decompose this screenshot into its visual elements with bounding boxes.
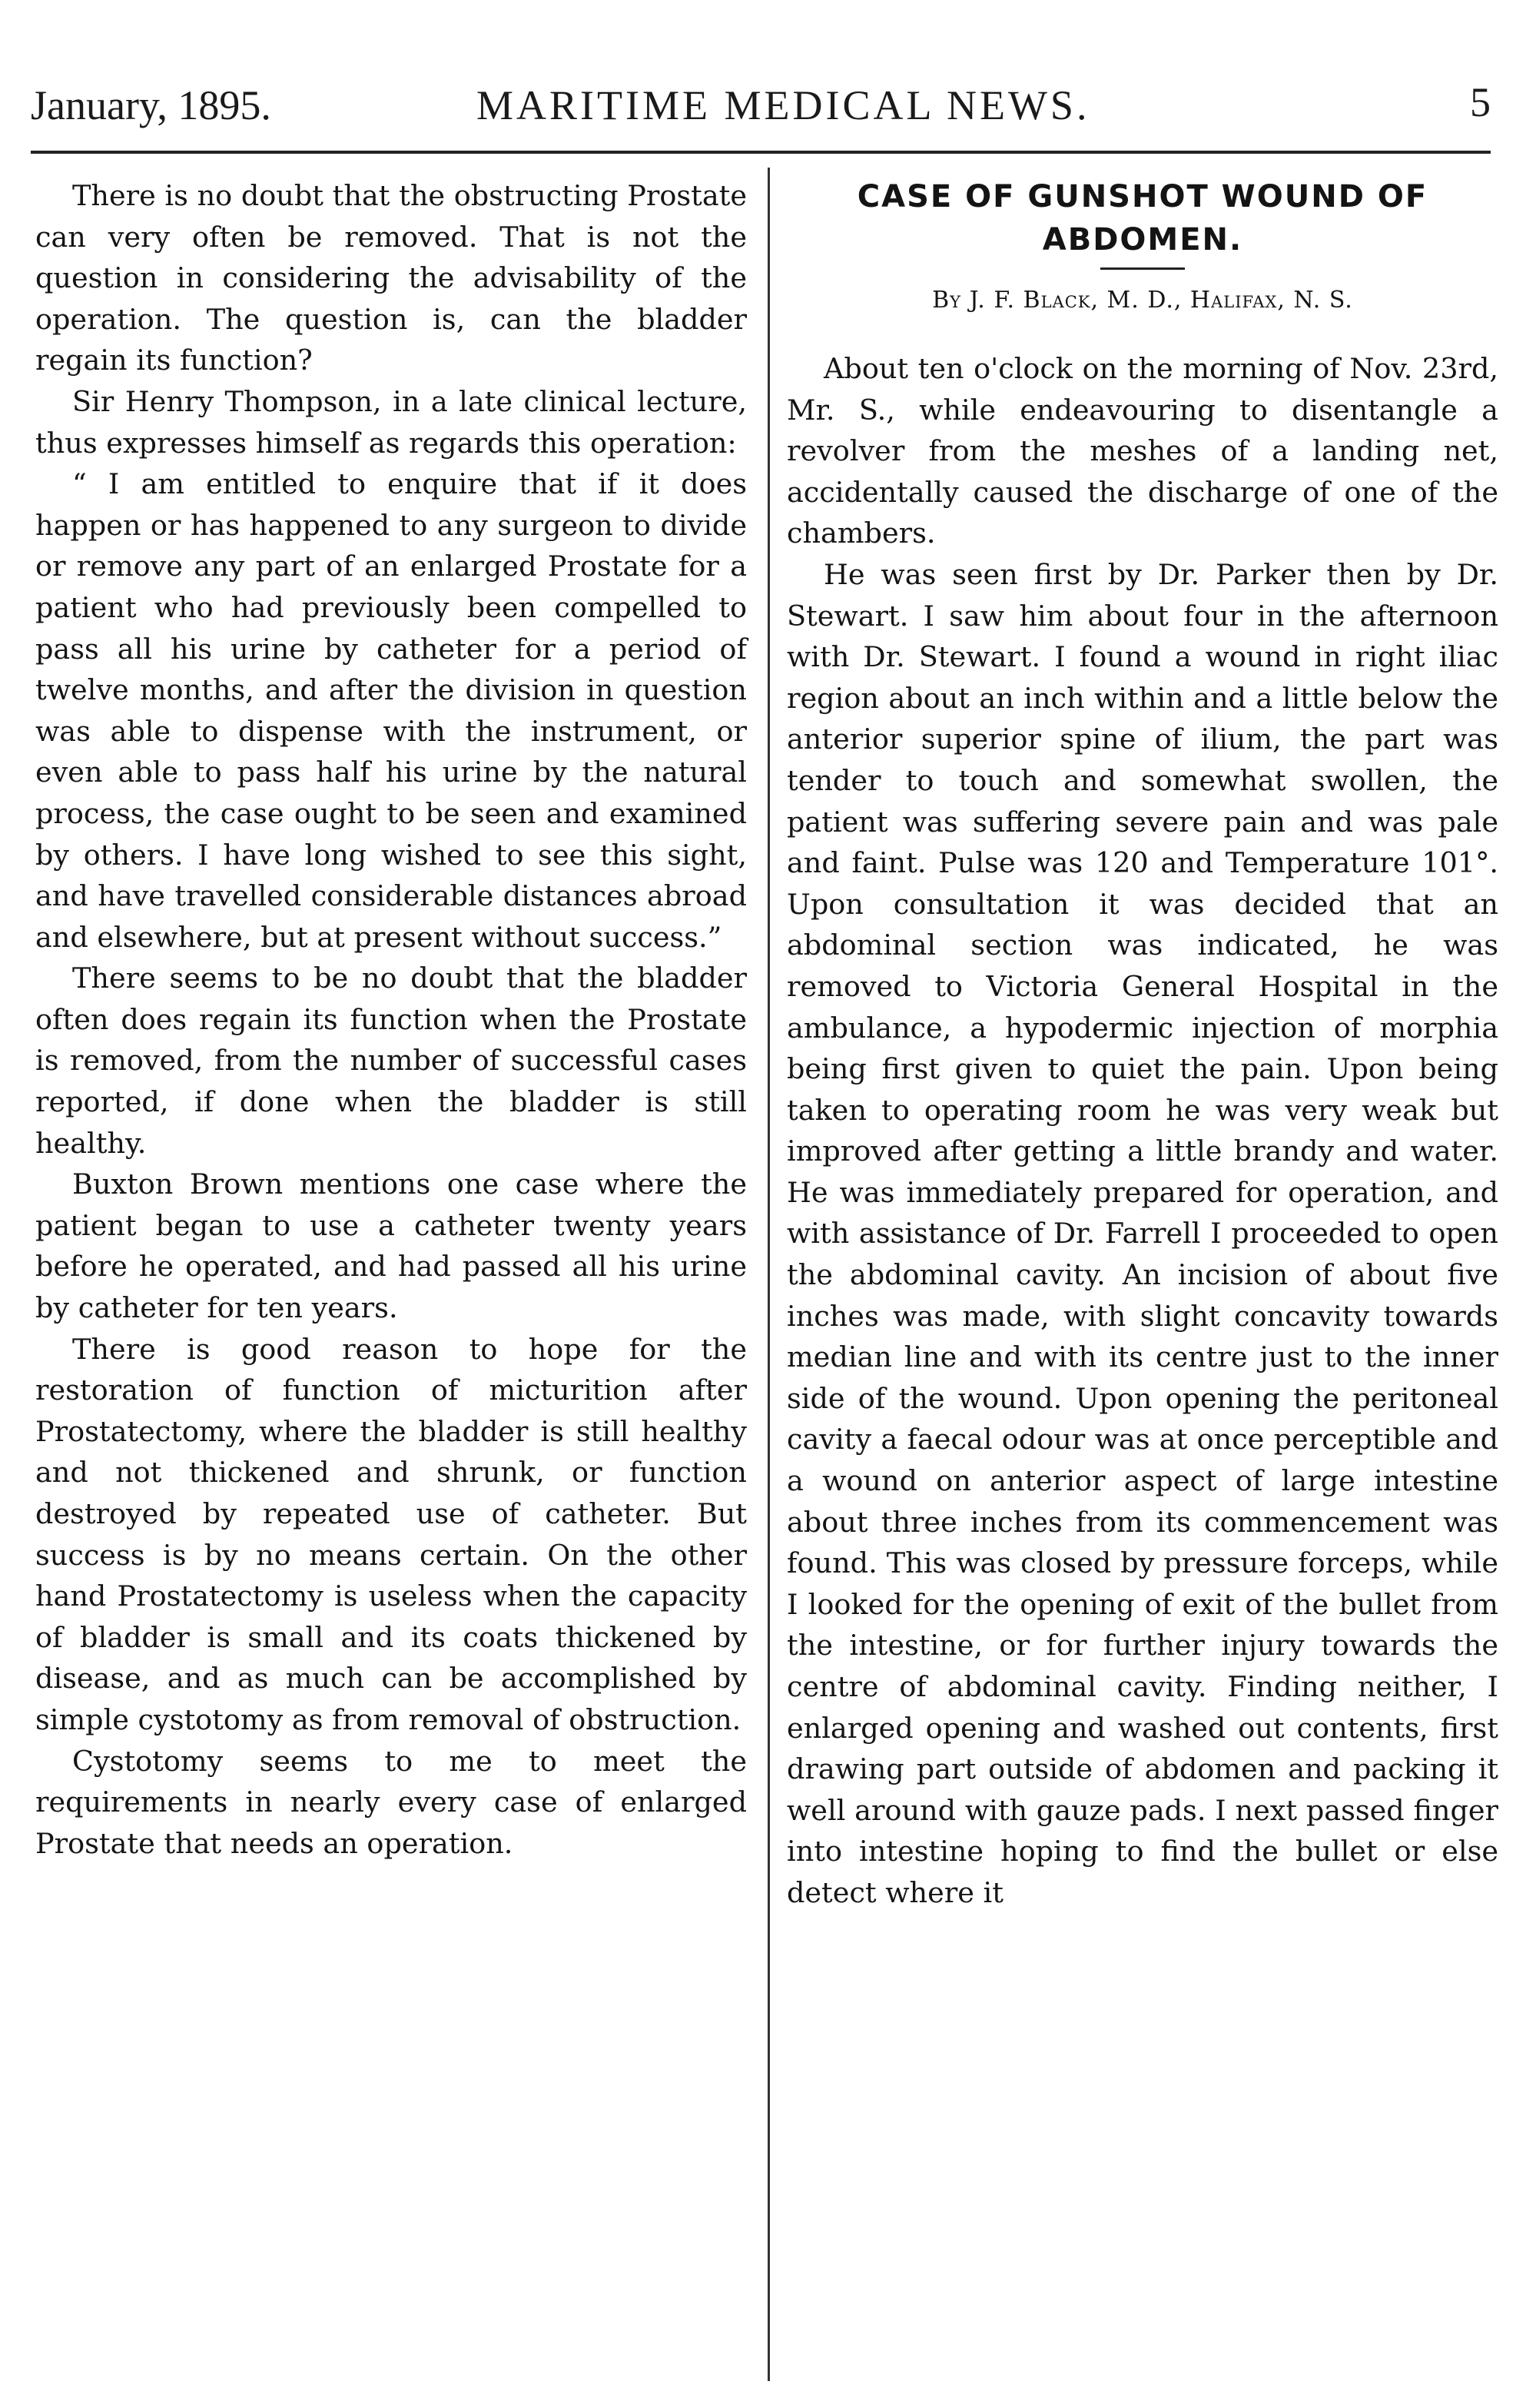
paragraph: There seems to be no doubt that the bladder often does regain its function when the Prostate is removed, from the number of successful cases reported, if done when the bladder is still healthy. <box>35 962 747 1160</box>
paragraph: There is good reason to hope for the restoration of function of micturition after Prostatectomy, where the bladder is still healthy and not thickened and shrunk, or function destroyed by repeated use of catheter. But success is by no means certain. On the other hand Prostatectomy is useless when the capacity of bladder is small and its coats thickened by disease, and as much can be accomplished by simple cystotomy as from removal of obstruction. <box>35 1332 747 1736</box>
paragraph: Sir Henry Thompson, in a late clinical lecture, thus expresses himself as regards this operation: <box>35 384 747 460</box>
paragraph: About ten o'clock on the morning of Nov. 23rd, Mr. S., while endeavouring to disentangle a revolver from the meshes of a landing net, accidentally caused the discharge of one of the chambers. <box>787 352 1498 550</box>
left-column <box>35 175 747 1864</box>
quotation-paragraph: “ I am entitled to enquire that if it does happen or has happened to any surgeon to divide or remove any part of an enlarged Prostate for a patient who had previously been compelled to pass all his urine by catheter for a period of twelve months, and after the division in question was able to dispense with the instrument, or even able to pass half his urine by the natural process, the case ought to be seen and examined by others. I have long wished to see this sight, and have travelled considerable distances abroad and elsewhere, but at present without success.” <box>35 467 747 954</box>
article-title: CASE OF GUNSHOT WOUND OF ABDOMEN. <box>857 179 1428 257</box>
header-rule <box>31 151 1491 154</box>
journal-title: MARITIME MEDICAL NEWS. <box>476 82 1090 128</box>
right-column <box>787 175 1498 1914</box>
header-date: January, 1895. <box>31 82 271 128</box>
page-number: 5 <box>1470 79 1491 125</box>
paragraph: There is no doubt that the obstructing Prostate can very often be removed. That is not the question in considering the advisability of the operation. The question is, can the bladder regain its function? <box>35 179 747 377</box>
paragraph: Cystotomy seems to me to meet the requirements in nearly every case of enlarged Prostate that needs an operation. <box>35 1744 747 1860</box>
paragraph: Buxton Brown mentions one case where the patient began to use a catheter twenty years before he operated, and had passed all his urine by catheter for ten years. <box>35 1167 747 1325</box>
paragraph: He was seen first by Dr. Parker then by Dr. Stewart. I saw him about four in the afternoon with Dr. Stewart. I found a wound in right iliac region about an inch within and a little below the anterior superior spine of ilium, the part was tender to touch and somewhat swollen, the patient was suffering severe pain and was pale and faint. Pulse was 120 and Temperature 101°. Upon consultation it was decided that an abdominal section was indicated, he was removed to Victoria General Hospital in the ambulance, a hypodermic injection of morphia being first given to quiet the pain. Upon being taken to operating room he was very weak but improved after getting a little brandy and water. He was immediately prepared for operation, and with assistance of Dr. Farrell I proceeded to open the abdominal cavity. An incision of about five inches was made, with slight concavity towards median line and with its centre just to the inner side of the wound. Upon opening the peritoneal cavity a faecal odour was at once perceptible and a wound on anterior aspect of large intestine about three inches from its commencement was found. This was closed by pressure forceps, while I looked for the opening of exit of the bullet from the intestine, or for further injury towards the centre of abdominal cavity. Finding neither, I enlarged opening and washed out contents, first drawing part outside of abdomen and packing it well around with gauze pads. I next passed finger into intestine hoping to find the bullet or else detect where it <box>787 557 1498 1909</box>
title-rule <box>1100 267 1185 270</box>
running-head <box>31 69 1491 138</box>
byline: By J. F. Black, M. D., Halifax, N. S. <box>932 287 1353 314</box>
column-divider <box>768 168 770 2381</box>
